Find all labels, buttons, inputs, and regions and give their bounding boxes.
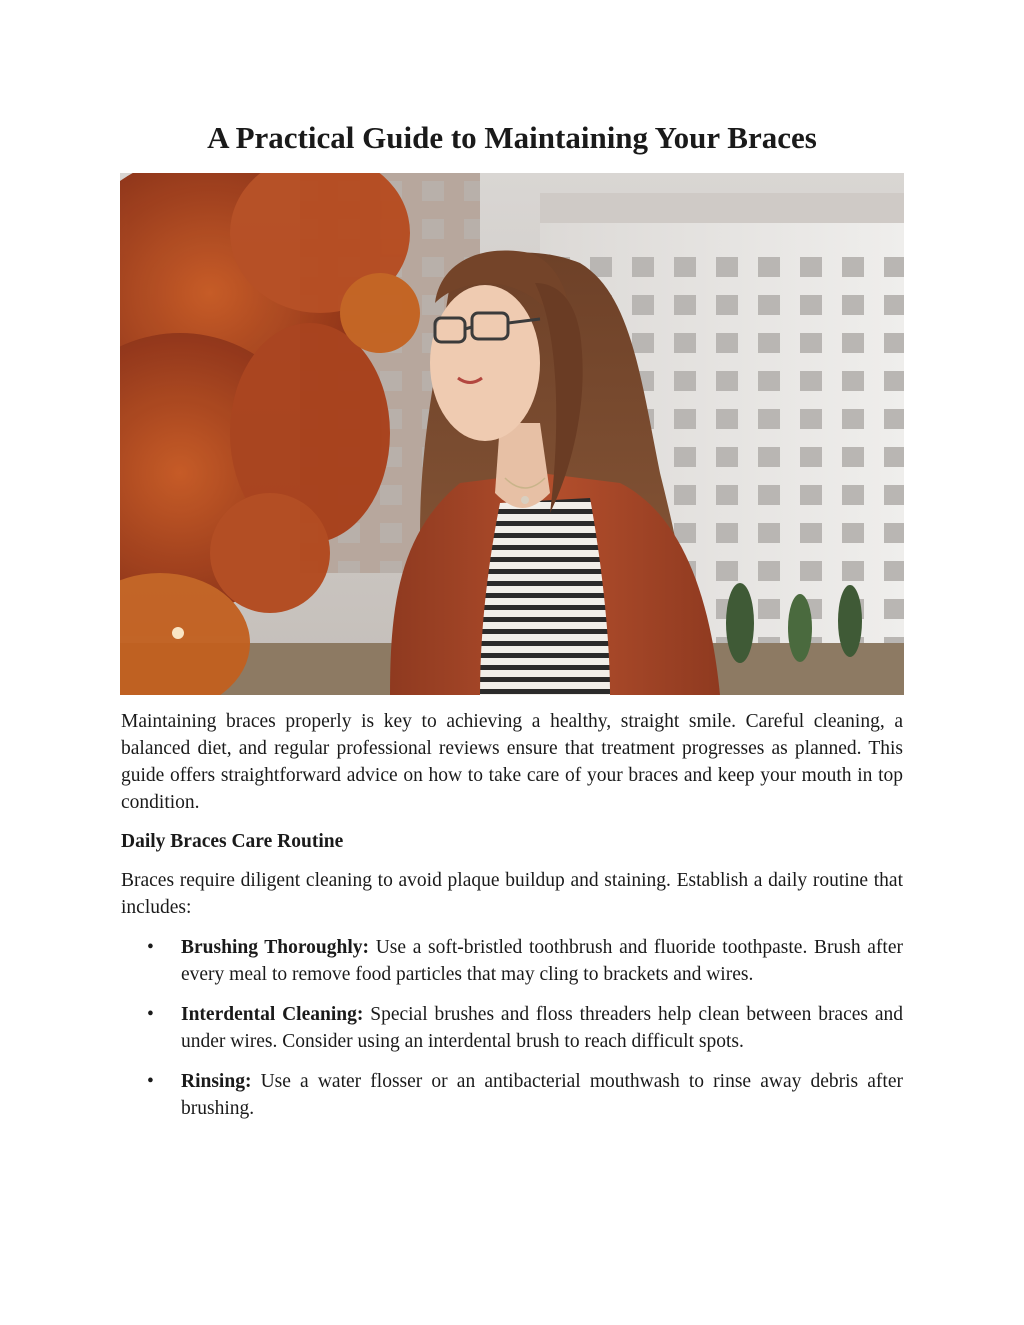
bullet-icon: • — [147, 1004, 154, 1025]
section-heading: Daily Braces Care Routine — [121, 831, 344, 852]
hero-photo — [120, 173, 904, 695]
article-body — [121, 708, 903, 1135]
tip-text: Use a soft-bristled toothbrush and fluoride toothpaste. Brush after every meal to remove food particles that may cling to brackets and wires. — [181, 937, 903, 985]
bullet-icon: • — [147, 937, 154, 958]
intro-paragraph: Maintaining braces properly is key to achieving a healthy, straight smile. Careful cleaning, a balanced diet, and regular professional reviews ensure that treatment progresses as planned. This guide offers straightforward advice on how to take care of your braces and keep your mouth in top condition. — [121, 711, 903, 813]
list-item — [121, 1001, 903, 1055]
tip-label: Brushing Thoroughly: — [181, 937, 370, 958]
tip-text: Special brushes and floss threaders help clean between braces and under wires. Consider using an interdental brush to reach difficult spots. — [181, 1004, 903, 1052]
list-item — [121, 1068, 903, 1122]
tips-list — [121, 934, 903, 1122]
section-lead-paragraph: Braces require diligent cleaning to avoid plaque buildup and staining. Establish a daily routine that includes: — [121, 870, 903, 918]
photo-illustration — [120, 173, 904, 695]
tip-text: Use a water flosser or an antibacterial mouthwash to rinse away debris after brushing. — [181, 1071, 903, 1119]
bullet-icon: • — [147, 1071, 154, 1092]
tip-label: Interdental Cleaning: — [181, 1004, 364, 1025]
page-title: A Practical Guide to Maintaining Your Braces — [207, 120, 817, 155]
list-item — [121, 934, 903, 988]
tip-label: Rinsing: — [181, 1071, 252, 1092]
